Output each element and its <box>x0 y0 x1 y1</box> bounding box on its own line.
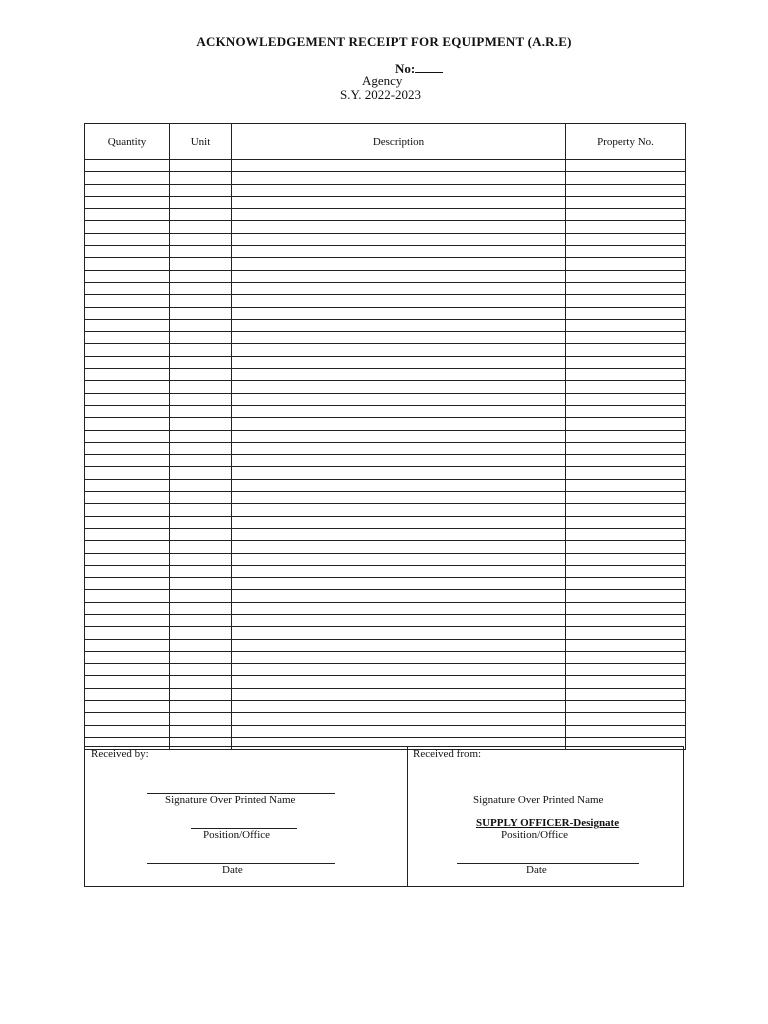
cell-quantity[interactable] <box>85 725 170 737</box>
cell-property-no[interactable] <box>566 393 686 405</box>
table-row <box>85 221 686 233</box>
received-from-position-label: Position/Office <box>501 829 569 841</box>
cell-description[interactable] <box>232 381 566 393</box>
cell-quantity[interactable] <box>85 455 170 467</box>
cell-unit[interactable] <box>170 492 232 504</box>
cell-unit[interactable] <box>170 393 232 405</box>
cell-quantity[interactable] <box>85 356 170 368</box>
signature-section <box>84 746 684 887</box>
table-row <box>85 479 686 491</box>
cell-unit[interactable] <box>170 430 232 442</box>
cell-property-no[interactable] <box>566 479 686 491</box>
table-row <box>85 701 686 713</box>
cell-property-no[interactable] <box>566 258 686 270</box>
cell-description[interactable] <box>232 332 566 344</box>
table-row <box>85 405 686 417</box>
cell-unit[interactable] <box>170 455 232 467</box>
cell-quantity[interactable] <box>85 319 170 331</box>
received-by-position-label: Position/Office <box>203 829 271 841</box>
equipment-table <box>84 123 686 750</box>
cell-quantity[interactable] <box>85 258 170 270</box>
table-row <box>85 282 686 294</box>
cell-quantity[interactable] <box>85 553 170 565</box>
cell-quantity[interactable] <box>85 590 170 602</box>
cell-quantity[interactable] <box>85 639 170 651</box>
cell-unit[interactable] <box>170 590 232 602</box>
cell-quantity[interactable] <box>85 467 170 479</box>
cell-description[interactable] <box>232 221 566 233</box>
cell-property-no[interactable] <box>566 541 686 553</box>
cell-property-no[interactable] <box>566 676 686 688</box>
cell-quantity[interactable] <box>85 282 170 294</box>
cell-property-no[interactable] <box>566 578 686 590</box>
table-row <box>85 319 686 331</box>
table-row <box>85 209 686 221</box>
table-row <box>85 270 686 282</box>
cell-description[interactable] <box>232 295 566 307</box>
cell-unit[interactable] <box>170 172 232 184</box>
cell-unit[interactable] <box>170 504 232 516</box>
cell-unit[interactable] <box>170 356 232 368</box>
table-row <box>85 713 686 725</box>
cell-property-no[interactable] <box>566 492 686 504</box>
cell-unit[interactable] <box>170 344 232 356</box>
cell-quantity[interactable] <box>85 307 170 319</box>
cell-unit[interactable] <box>170 295 232 307</box>
cell-description[interactable] <box>232 701 566 713</box>
cell-quantity[interactable] <box>85 393 170 405</box>
cell-quantity[interactable] <box>85 541 170 553</box>
cell-property-no[interactable] <box>566 467 686 479</box>
cell-quantity[interactable] <box>85 492 170 504</box>
cell-description[interactable] <box>232 209 566 221</box>
school-year: S.Y. 2022-2023 <box>340 87 422 102</box>
cell-quantity[interactable] <box>85 332 170 344</box>
cell-quantity[interactable] <box>85 344 170 356</box>
cell-description[interactable] <box>232 282 566 294</box>
cell-quantity[interactable] <box>85 233 170 245</box>
cell-unit[interactable] <box>170 688 232 700</box>
cell-description[interactable] <box>232 258 566 270</box>
cell-description[interactable] <box>232 160 566 172</box>
cell-quantity[interactable] <box>85 528 170 540</box>
cell-unit[interactable] <box>170 270 232 282</box>
cell-description[interactable] <box>232 541 566 553</box>
cell-quantity[interactable] <box>85 627 170 639</box>
column-header-property-no: Property No. <box>566 124 686 160</box>
cell-property-no[interactable] <box>566 725 686 737</box>
cell-property-no[interactable] <box>566 442 686 454</box>
cell-quantity[interactable] <box>85 701 170 713</box>
table-row <box>85 528 686 540</box>
agency-label: Agency <box>362 73 403 88</box>
cell-quantity[interactable] <box>85 504 170 516</box>
table-row <box>85 356 686 368</box>
table-row <box>85 590 686 602</box>
table-row <box>85 246 686 258</box>
cell-quantity[interactable] <box>85 184 170 196</box>
table-row <box>85 504 686 516</box>
cell-quantity[interactable] <box>85 713 170 725</box>
cell-property-no[interactable] <box>566 369 686 381</box>
table-row <box>85 172 686 184</box>
cell-unit[interactable] <box>170 258 232 270</box>
cell-property-no[interactable] <box>566 332 686 344</box>
cell-description[interactable] <box>232 319 566 331</box>
cell-property-no[interactable] <box>566 356 686 368</box>
cell-description[interactable] <box>232 565 566 577</box>
table-row <box>85 344 686 356</box>
cell-property-no[interactable] <box>566 590 686 602</box>
cell-property-no[interactable] <box>566 627 686 639</box>
table-row <box>85 295 686 307</box>
table-body <box>85 160 686 750</box>
cell-property-no[interactable] <box>566 528 686 540</box>
cell-property-no[interactable] <box>566 701 686 713</box>
table-row <box>85 578 686 590</box>
cell-unit[interactable] <box>170 184 232 196</box>
table-row <box>85 442 686 454</box>
cell-unit[interactable] <box>170 332 232 344</box>
cell-property-no[interactable] <box>566 246 686 258</box>
cell-unit[interactable] <box>170 160 232 172</box>
cell-quantity[interactable] <box>85 418 170 430</box>
cell-property-no[interactable] <box>566 455 686 467</box>
received-from-heading: Received from: <box>413 748 482 760</box>
cell-unit[interactable] <box>170 664 232 676</box>
cell-property-no[interactable] <box>566 713 686 725</box>
cell-unit[interactable] <box>170 528 232 540</box>
cell-unit[interactable] <box>170 541 232 553</box>
cell-property-no[interactable] <box>566 614 686 626</box>
cell-unit[interactable] <box>170 713 232 725</box>
cell-unit[interactable] <box>170 319 232 331</box>
receipt-number-label: No: <box>395 61 416 76</box>
cell-quantity[interactable] <box>85 196 170 208</box>
table-row <box>85 430 686 442</box>
cell-quantity[interactable] <box>85 565 170 577</box>
cell-description[interactable] <box>232 590 566 602</box>
cell-property-no[interactable] <box>566 602 686 614</box>
table-row <box>85 184 686 196</box>
cell-quantity[interactable] <box>85 405 170 417</box>
cell-description[interactable] <box>232 553 566 565</box>
cell-unit[interactable] <box>170 221 232 233</box>
table-row <box>85 196 686 208</box>
cell-property-no[interactable] <box>566 430 686 442</box>
cell-description[interactable] <box>232 639 566 651</box>
cell-unit[interactable] <box>170 442 232 454</box>
table-row <box>85 307 686 319</box>
table-row <box>85 614 686 626</box>
cell-property-no[interactable] <box>566 405 686 417</box>
document-title: ACKNOWLEDGEMENT RECEIPT FOR EQUIPMENT (A.R.E) <box>196 34 572 49</box>
cell-quantity[interactable] <box>85 664 170 676</box>
cell-quantity[interactable] <box>85 516 170 528</box>
received-by-date-label: Date <box>222 864 243 876</box>
cell-property-no[interactable] <box>566 270 686 282</box>
column-header-unit: Unit <box>170 124 232 160</box>
cell-description[interactable] <box>232 664 566 676</box>
cell-description[interactable] <box>232 344 566 356</box>
cell-description[interactable] <box>232 430 566 442</box>
cell-unit[interactable] <box>170 602 232 614</box>
cell-property-no[interactable] <box>566 565 686 577</box>
table-header-row <box>85 124 686 160</box>
cell-description[interactable] <box>232 627 566 639</box>
cell-property-no[interactable] <box>566 516 686 528</box>
cell-quantity[interactable] <box>85 479 170 491</box>
cell-description[interactable] <box>232 442 566 454</box>
cell-unit[interactable] <box>170 479 232 491</box>
column-header-description: Description <box>232 124 566 160</box>
table-row <box>85 639 686 651</box>
table-row <box>85 516 686 528</box>
cell-property-no[interactable] <box>566 688 686 700</box>
cell-description[interactable] <box>232 602 566 614</box>
cell-property-no[interactable] <box>566 196 686 208</box>
cell-description[interactable] <box>232 246 566 258</box>
received-from-signature-label: Signature Over Printed Name <box>473 794 604 806</box>
column-header-quantity: Quantity <box>85 124 170 160</box>
table-row <box>85 369 686 381</box>
cell-property-no[interactable] <box>566 418 686 430</box>
cell-description[interactable] <box>232 184 566 196</box>
cell-property-no[interactable] <box>566 221 686 233</box>
cell-unit[interactable] <box>170 627 232 639</box>
cell-property-no[interactable] <box>566 344 686 356</box>
table-row <box>85 418 686 430</box>
table-row <box>85 602 686 614</box>
table-row <box>85 332 686 344</box>
received-by-signature-label: Signature Over Printed Name <box>165 794 296 806</box>
signature-divider <box>407 747 408 886</box>
cell-property-no[interactable] <box>566 307 686 319</box>
cell-quantity[interactable] <box>85 614 170 626</box>
cell-unit[interactable] <box>170 701 232 713</box>
cell-description[interactable] <box>232 725 566 737</box>
cell-description[interactable] <box>232 356 566 368</box>
cell-quantity[interactable] <box>85 270 170 282</box>
cell-description[interactable] <box>232 393 566 405</box>
cell-unit[interactable] <box>170 246 232 258</box>
cell-description[interactable] <box>232 516 566 528</box>
cell-quantity[interactable] <box>85 651 170 663</box>
received-from-date-line[interactable] <box>457 863 639 864</box>
cell-description[interactable] <box>232 676 566 688</box>
cell-unit[interactable] <box>170 578 232 590</box>
cell-unit[interactable] <box>170 553 232 565</box>
table-row <box>85 651 686 663</box>
table-row <box>85 725 686 737</box>
cell-description[interactable] <box>232 307 566 319</box>
cell-unit[interactable] <box>170 614 232 626</box>
cell-property-no[interactable] <box>566 381 686 393</box>
table-row <box>85 676 686 688</box>
cell-quantity[interactable] <box>85 221 170 233</box>
cell-unit[interactable] <box>170 307 232 319</box>
table-row <box>85 553 686 565</box>
cell-property-no[interactable] <box>566 664 686 676</box>
cell-property-no[interactable] <box>566 319 686 331</box>
cell-quantity[interactable] <box>85 172 170 184</box>
table-row <box>85 688 686 700</box>
cell-property-no[interactable] <box>566 504 686 516</box>
cell-unit[interactable] <box>170 565 232 577</box>
cell-quantity[interactable] <box>85 602 170 614</box>
cell-quantity[interactable] <box>85 246 170 258</box>
cell-unit[interactable] <box>170 405 232 417</box>
cell-property-no[interactable] <box>566 233 686 245</box>
cell-description[interactable] <box>232 479 566 491</box>
cell-description[interactable] <box>232 504 566 516</box>
cell-description[interactable] <box>232 651 566 663</box>
cell-property-no[interactable] <box>566 184 686 196</box>
cell-property-no[interactable] <box>566 295 686 307</box>
cell-description[interactable] <box>232 614 566 626</box>
table-row <box>85 160 686 172</box>
table-row <box>85 455 686 467</box>
cell-unit[interactable] <box>170 233 232 245</box>
supply-officer-designation: SUPPLY OFFICER-Designate <box>476 817 620 829</box>
table-row <box>85 393 686 405</box>
cell-description[interactable] <box>232 418 566 430</box>
cell-quantity[interactable] <box>85 381 170 393</box>
table-row <box>85 541 686 553</box>
table-row <box>85 258 686 270</box>
table-row <box>85 233 686 245</box>
table-row <box>85 627 686 639</box>
table-row <box>85 492 686 504</box>
cell-unit[interactable] <box>170 651 232 663</box>
cell-description[interactable] <box>232 196 566 208</box>
cell-property-no[interactable] <box>566 282 686 294</box>
cell-quantity[interactable] <box>85 160 170 172</box>
cell-unit[interactable] <box>170 639 232 651</box>
cell-quantity[interactable] <box>85 688 170 700</box>
cell-description[interactable] <box>232 405 566 417</box>
cell-description[interactable] <box>232 688 566 700</box>
cell-quantity[interactable] <box>85 209 170 221</box>
cell-quantity[interactable] <box>85 676 170 688</box>
cell-description[interactable] <box>232 172 566 184</box>
cell-description[interactable] <box>232 713 566 725</box>
cell-unit[interactable] <box>170 725 232 737</box>
cell-unit[interactable] <box>170 418 232 430</box>
table-row <box>85 664 686 676</box>
cell-description[interactable] <box>232 455 566 467</box>
cell-quantity[interactable] <box>85 442 170 454</box>
cell-description[interactable] <box>232 578 566 590</box>
cell-unit[interactable] <box>170 282 232 294</box>
cell-unit[interactable] <box>170 467 232 479</box>
cell-property-no[interactable] <box>566 651 686 663</box>
received-by-heading: Received by: <box>91 748 149 760</box>
received-from-date-label: Date <box>526 864 547 876</box>
cell-property-no[interactable] <box>566 160 686 172</box>
cell-quantity[interactable] <box>85 578 170 590</box>
cell-unit[interactable] <box>170 676 232 688</box>
cell-description[interactable] <box>232 270 566 282</box>
cell-property-no[interactable] <box>566 209 686 221</box>
cell-description[interactable] <box>232 528 566 540</box>
cell-description[interactable] <box>232 369 566 381</box>
cell-quantity[interactable] <box>85 430 170 442</box>
cell-description[interactable] <box>232 467 566 479</box>
cell-quantity[interactable] <box>85 295 170 307</box>
table-row <box>85 565 686 577</box>
cell-quantity[interactable] <box>85 369 170 381</box>
cell-unit[interactable] <box>170 369 232 381</box>
cell-property-no[interactable] <box>566 553 686 565</box>
cell-unit[interactable] <box>170 516 232 528</box>
cell-property-no[interactable] <box>566 639 686 651</box>
table-row <box>85 467 686 479</box>
table-row <box>85 381 686 393</box>
cell-unit[interactable] <box>170 196 232 208</box>
receipt-number-blank[interactable] <box>415 61 443 73</box>
cell-description[interactable] <box>232 233 566 245</box>
cell-property-no[interactable] <box>566 172 686 184</box>
cell-unit[interactable] <box>170 209 232 221</box>
cell-description[interactable] <box>232 492 566 504</box>
cell-unit[interactable] <box>170 381 232 393</box>
